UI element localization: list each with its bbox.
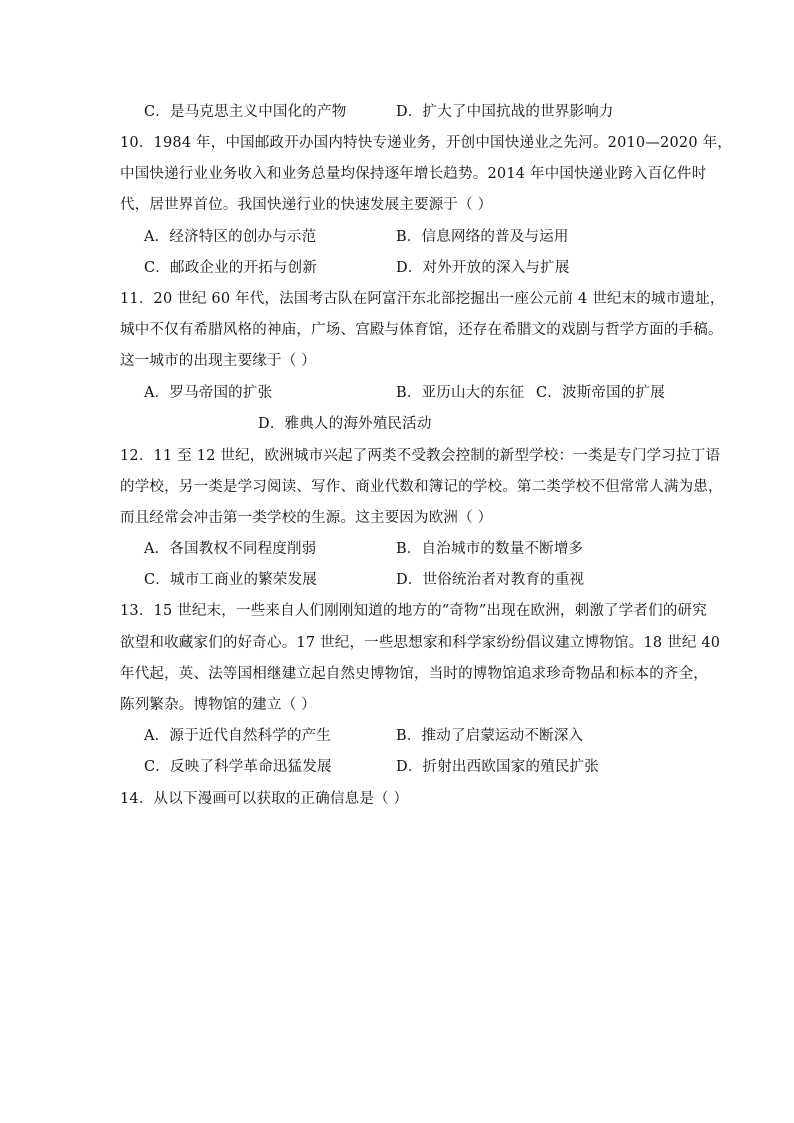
q12-option-c: C．城市工商业的繁荣发展 [144, 572, 317, 588]
q11-option-b: B．亚历山大的东征 [396, 385, 525, 401]
q10-stem-line-2: 中国快递行业业务收入和业务总量均保持逐年增长趋势。2014 年中国快递业跨入百亿件时 [120, 166, 707, 182]
q11-option-d: D．雅典人的海外殖民活动 [258, 416, 432, 432]
q14-stem-line-1: 14．从以下漫画可以获取的正确信息是（ ） [120, 791, 409, 807]
q13-option-b: B．推动了启蒙运动不断深入 [396, 728, 584, 744]
q13-stem-line-1: 13．15 世纪末，一些来自人们刚刚知道的地方的“奇物”出现在欧洲，刺激了学者们的研究 [120, 603, 707, 619]
q11-option-c: C．波斯帝国的扩展 [536, 385, 665, 401]
q12-stem-line-1: 12．11 至 12 世纪，欧洲城市兴起了两类不受教会控制的新型学校：一类是专门学习拉丁语 [120, 448, 721, 464]
q12-stem-line-2: 的学校，另一类是学习阅读、写作、商业代数和簿记的学校。第二类学校不但常常人满为患， [120, 479, 723, 495]
q10-stem-line-1: 10．1984 年，中国邮政开办国内特快专递业务，开创中国快递业之先河。2010—2020 年， [120, 135, 732, 151]
q12-option-b: B．自治城市的数量不断增多 [396, 541, 584, 557]
q13-option-c: C．反映了科学革命迅猛发展 [144, 759, 332, 775]
q9-option-c: C．是马克思主义中国化的产物 [144, 104, 347, 120]
q12-stem-line-3: 而且经常会冲击第一类学校的生源。这主要因为欧洲（ ） [120, 510, 493, 526]
q10-option-b: B．信息网络的普及与运用 [396, 229, 569, 245]
q11-option-a: A．罗马帝国的扩张 [144, 385, 273, 401]
q10-stem-line-3: 代，居世界首位。我国快递行业的快速发展主要源于（ ） [120, 197, 493, 213]
q10-option-c: C．邮政企业的开拓与创新 [144, 260, 317, 276]
q13-stem-line-2: 欲望和收藏家们的好奇心。17 世纪，一些思想家和科学家纷纷倡议建立博物馆。18 世纪 40 [120, 635, 721, 651]
q11-stem-line-3: 这一城市的出现主要缘于（ ） [120, 353, 316, 369]
q10-option-d: D．对外开放的深入与扩展 [396, 260, 570, 276]
q11-stem-line-2: 城中不仅有希腊风格的神庙，广场、宫殿与体育馆，还存在希腊文的戏剧与哲学方面的手稿。 [120, 322, 723, 338]
q10-option-a: A．经济特区的创办与示范 [144, 229, 317, 245]
q9-option-d: D．扩大了中国抗战的世界影响力 [396, 104, 614, 120]
q13-stem-line-4: 陈列繁杂。博物馆的建立（ ） [120, 697, 316, 713]
q12-option-d: D．世俗统治者对教育的重视 [396, 572, 585, 588]
q11-stem-line-1: 11．20 世纪 60 年代，法国考古队在阿富汗东北部挖掘出一座公元前 4 世纪末的城市遗址， [120, 291, 725, 307]
q12-option-a: A．各国教权不同程度削弱 [144, 541, 317, 557]
q13-option-a: A．源于近代自然科学的产生 [144, 728, 332, 744]
q13-option-d: D．折射出西欧国家的殖民扩张 [396, 759, 599, 775]
q13-stem-line-3: 年代起，英、法等国相继建立起自然史博物馆，当时的博物馆追求珍奇物品和标本的齐全， [120, 666, 708, 682]
